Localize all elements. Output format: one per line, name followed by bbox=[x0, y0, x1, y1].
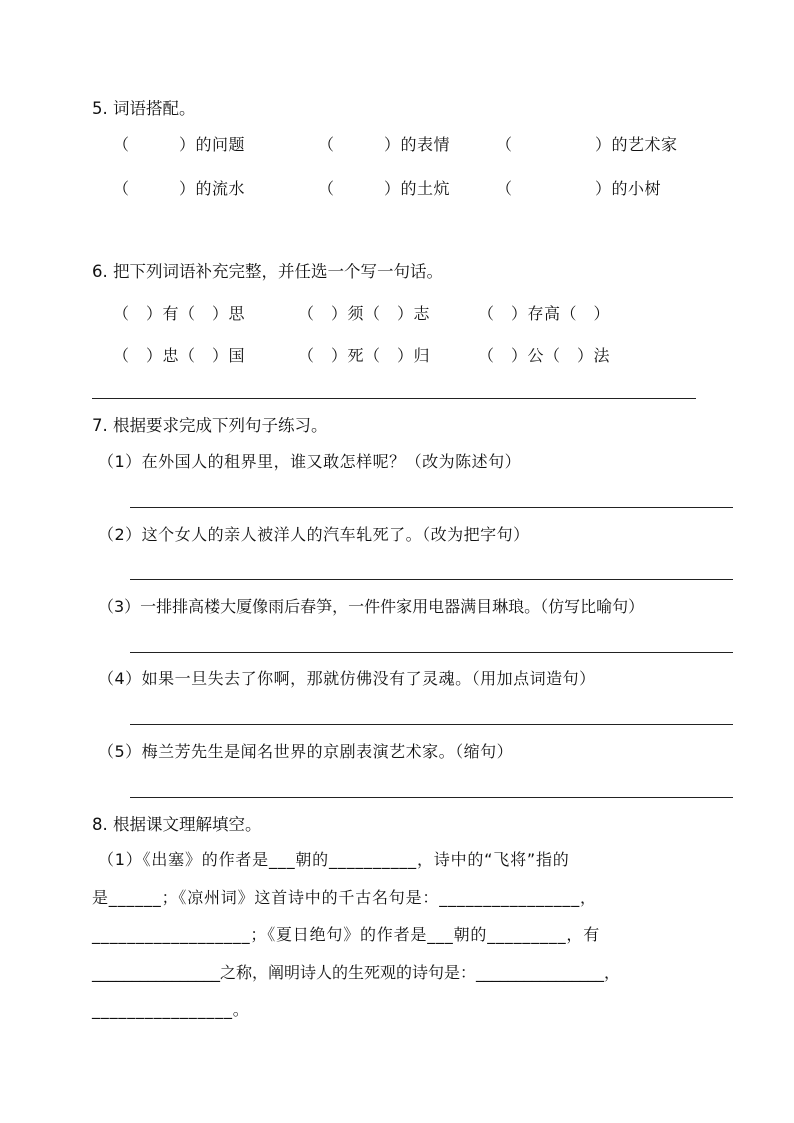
q8-line-1: （1）《出塞》的作者是___朝的__________，诗中的“飞将”指的 bbox=[98, 850, 570, 869]
q7-item-5: （5）梅兰芳先生是闻名世界的京剧表演艺术家。（缩句） bbox=[98, 742, 514, 761]
q7-item-4: （4）如果一旦失去了你啊，那就仿佛没有了灵魂。（用加点词造句） bbox=[98, 669, 596, 688]
q6-item-5: （ ）死（ ）归 bbox=[298, 346, 431, 365]
q7-answer-line-2[interactable] bbox=[130, 579, 733, 580]
q7-title: 7. 根据要求完成下列句子练习。 bbox=[92, 416, 328, 435]
q5-item-4: （ ）的流水 bbox=[113, 179, 246, 198]
q6-title: 6. 把下列词语补充完整，并任选一个写一句话。 bbox=[92, 262, 443, 281]
q7-answer-line-5[interactable] bbox=[130, 797, 733, 798]
q8-line-5: ________________。 bbox=[92, 1000, 250, 1019]
q7-answer-line-1[interactable] bbox=[130, 507, 733, 508]
q7-answer-line-4[interactable] bbox=[130, 724, 733, 725]
q8-line-4: ________________之称，阐明诗人的生死观的诗句是：________________， bbox=[92, 963, 621, 982]
q6-item-1: （ ）有（ ）思 bbox=[113, 304, 246, 323]
q6-item-4: （ ）忠（ ）国 bbox=[113, 346, 246, 365]
q5-item-2: （ ）的表情 bbox=[318, 135, 451, 154]
q5-title: 5. 词语搭配。 bbox=[92, 99, 196, 118]
q6-answer-line[interactable] bbox=[92, 398, 696, 399]
q8-line-3: __________________；《夏日绝句》的作者是___朝的_________，有 bbox=[92, 925, 600, 944]
q5-item-5: （ ）的土炕 bbox=[318, 179, 451, 198]
q5-item-6: （ ）的小树 bbox=[496, 179, 662, 198]
q6-item-2: （ ）须（ ）志 bbox=[298, 304, 431, 323]
q8-title: 8. 根据课文理解填空。 bbox=[92, 815, 262, 834]
q8-line-2: 是______；《凉州词》这首诗中的千古名句是：________________， bbox=[92, 888, 597, 907]
q7-item-1: （1）在外国人的租界里，谁又敢怎样呢？（改为陈述句） bbox=[98, 452, 522, 471]
q5-item-1: （ ）的问题 bbox=[113, 135, 246, 154]
q6-item-3: （ ）存高（ ） bbox=[478, 304, 611, 323]
q6-item-6: （ ）公（ ）法 bbox=[478, 346, 611, 365]
q7-answer-line-3[interactable] bbox=[130, 652, 733, 653]
q5-item-3: （ ）的艺术家 bbox=[496, 135, 678, 154]
q7-item-3: （3）一排排高楼大厦像雨后春笋，一件件家用电器满目琳琅。（仿写比喻句） bbox=[98, 597, 645, 616]
q7-item-2: （2）这个女人的亲人被洋人的汽车轧死了。（改为把字句） bbox=[98, 525, 530, 544]
